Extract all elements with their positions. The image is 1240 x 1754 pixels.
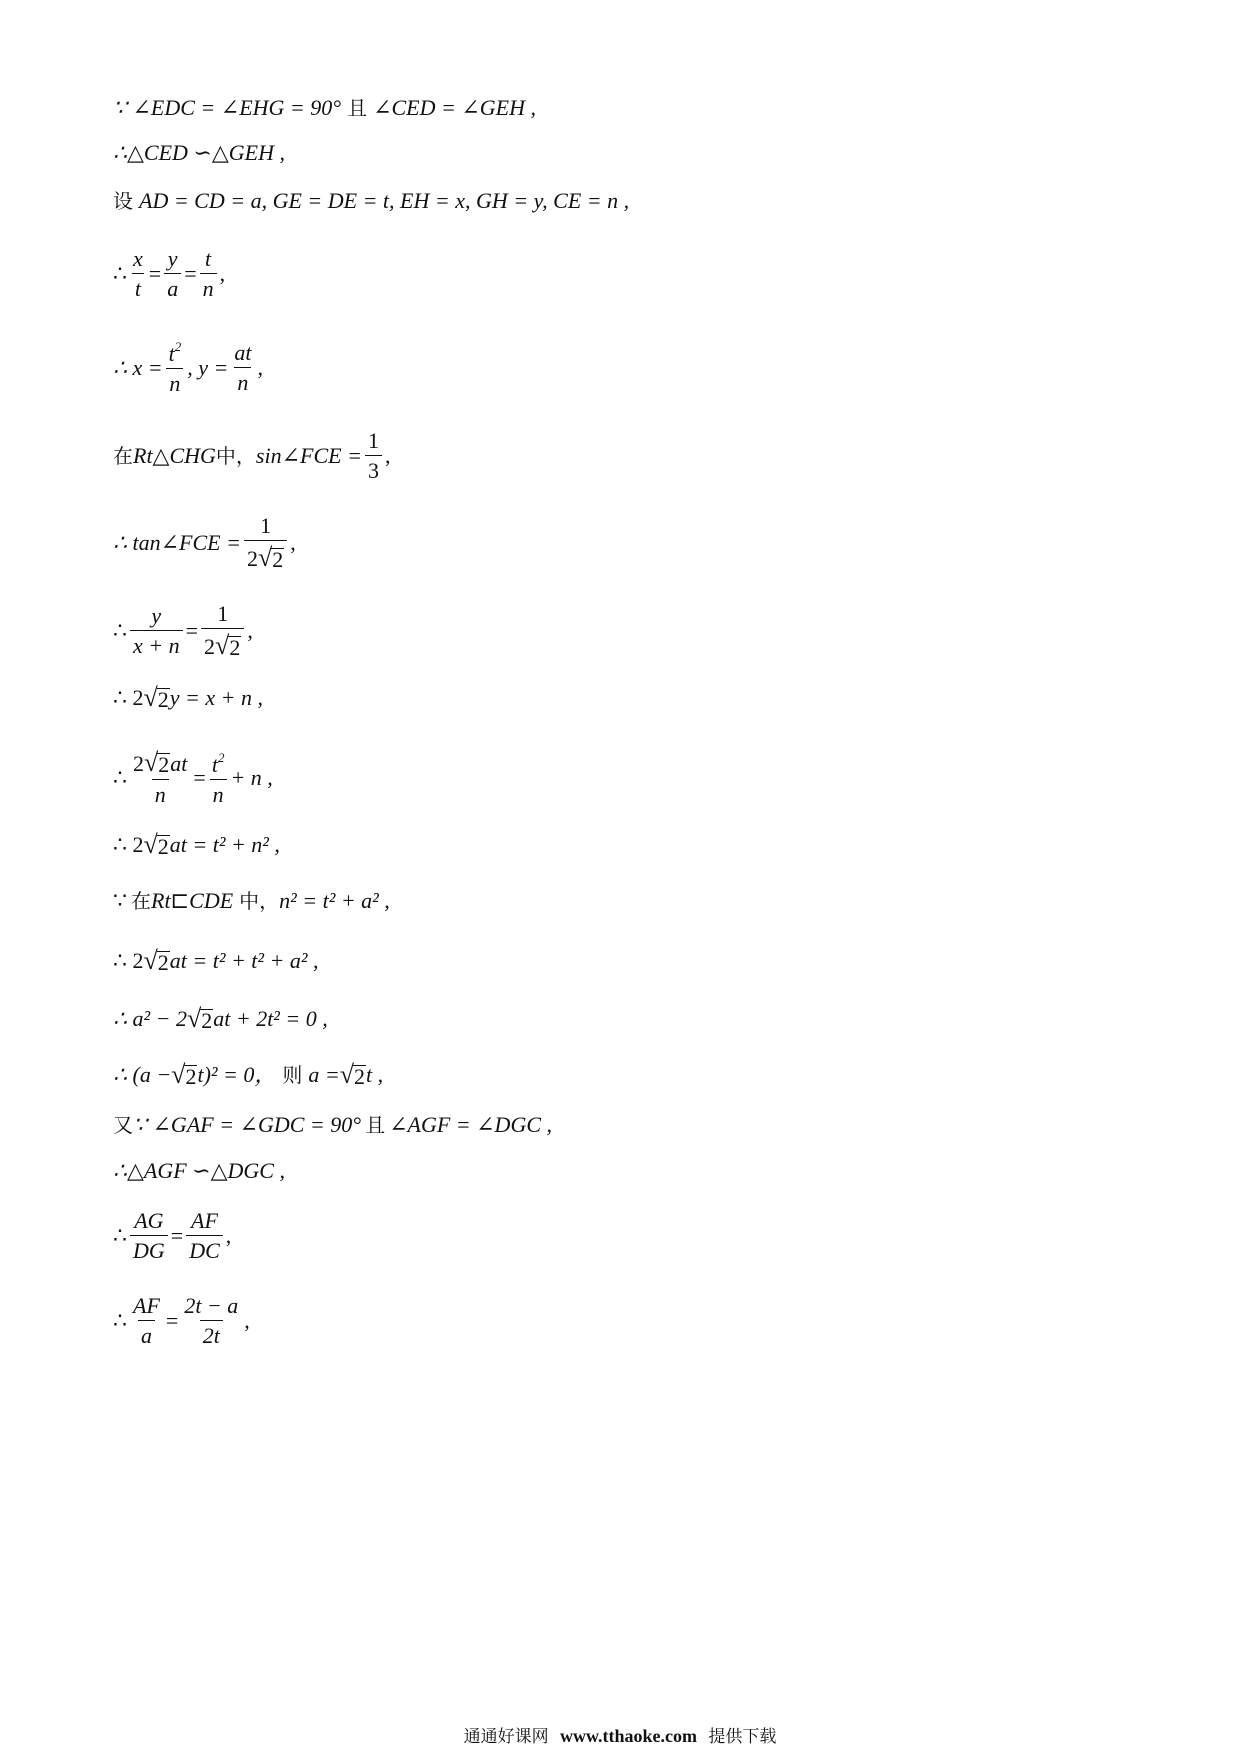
fraction <box>365 430 382 482</box>
math-line-5 <box>113 340 263 395</box>
because: ∵ <box>113 888 127 913</box>
sqrt-sign: √ <box>215 631 230 660</box>
coef: 2 <box>133 751 144 776</box>
num: x <box>133 246 143 271</box>
sqrt-sign: √ <box>339 1060 354 1089</box>
cjk-text: 在 <box>131 889 151 913</box>
cjk-text: 设 <box>113 189 133 213</box>
expr: ∴ 2 <box>113 685 144 710</box>
punct: , <box>244 1308 250 1333</box>
cjk-text: 中， <box>215 444 256 468</box>
num: 1 <box>367 428 379 453</box>
radicand: 2 <box>353 1064 365 1089</box>
math-line-15 <box>113 1062 383 1088</box>
eq: = <box>184 261 197 286</box>
fraction <box>186 1210 223 1262</box>
math-line-4 <box>113 248 225 300</box>
expr: ∴ (a − <box>113 1062 172 1087</box>
radicand: 2 <box>157 687 169 712</box>
eq: = <box>170 1223 184 1248</box>
sqrt <box>144 948 170 974</box>
sqrt-sign: √ <box>143 946 158 975</box>
eq: = <box>185 618 199 643</box>
fraction <box>200 248 217 300</box>
num: y <box>167 246 178 271</box>
math-line-19 <box>113 1295 250 1347</box>
expr: ∴ 2 <box>113 832 144 857</box>
den <box>201 628 244 659</box>
punct: , <box>225 1223 232 1248</box>
therefore: ∴ <box>113 618 127 643</box>
radicand: 2 <box>158 752 170 777</box>
sqrt <box>215 633 241 659</box>
fraction <box>130 1210 168 1262</box>
cjk-text: 在 <box>113 444 133 468</box>
expr: Rt⊏CDE <box>151 888 234 913</box>
var: t <box>168 341 175 366</box>
coef: 2 <box>246 546 258 571</box>
expr: ∵ ∠EDC = ∠EHG = 90° <box>113 95 342 120</box>
math-line-17 <box>113 1160 285 1182</box>
math-line-13 <box>113 948 318 974</box>
sqrt-sign: √ <box>143 830 158 859</box>
num <box>130 750 190 779</box>
radicand: 2 <box>157 950 169 975</box>
math-line-12 <box>113 890 390 912</box>
den: DG <box>130 1235 168 1262</box>
cjk-text: 且 <box>347 96 368 120</box>
expr: ∴ x = <box>113 354 163 380</box>
sqrt <box>144 832 170 858</box>
cjk-text: 又 <box>113 1113 133 1137</box>
expr: Rt△CHG <box>133 443 216 468</box>
cjk-text: 中， <box>239 889 280 913</box>
den: 3 <box>365 455 382 482</box>
math-line-18 <box>113 1210 231 1262</box>
exp: 2 <box>174 339 182 354</box>
sqrt-sign: √ <box>186 1004 202 1033</box>
math-line-1 <box>113 97 536 119</box>
expr: AD = CD = a, GE = DE = t, EH = x, GH = y, CE = n , <box>139 188 630 213</box>
expr: a = <box>308 1062 340 1087</box>
cjk-text: 则 <box>282 1063 303 1087</box>
den: n <box>234 367 251 394</box>
fraction <box>181 1295 241 1347</box>
expr: at = t² + n² , <box>169 832 280 857</box>
math-line-6 <box>113 430 390 482</box>
fraction <box>164 248 181 300</box>
num: y <box>151 603 162 628</box>
expr: at + 2t² = 0 , <box>213 1006 328 1031</box>
fraction <box>130 1295 163 1347</box>
math-line-3 <box>113 190 629 212</box>
fraction <box>244 515 287 571</box>
expr: ∵ ∠GAF = ∠GDC = 90° <box>133 1112 362 1137</box>
num <box>209 751 228 779</box>
cjk-text: 且 <box>365 1113 386 1137</box>
radicand: 2 <box>201 1008 213 1033</box>
den <box>244 540 287 571</box>
num: AG <box>134 1208 164 1233</box>
expr: ∠CED = ∠GEH , <box>373 95 537 120</box>
fraction <box>130 605 183 657</box>
page-footer <box>0 1722 1240 1747</box>
den: n <box>210 779 227 806</box>
expr: ∴ 2 <box>113 948 144 973</box>
num: AF <box>133 1293 160 1318</box>
num: t <box>205 246 212 271</box>
expr: sin∠FCE = <box>255 443 362 468</box>
footer-url[interactable]: www.tthaoke.com <box>560 1726 697 1746</box>
punct: , <box>247 618 253 643</box>
math-line-11 <box>113 832 280 858</box>
radicand: 2 <box>157 834 169 859</box>
eq: = <box>165 1308 179 1333</box>
fraction <box>231 339 254 395</box>
therefore: ∴ <box>113 1308 127 1333</box>
eq: = <box>193 765 206 790</box>
expr: , y = <box>187 354 229 380</box>
therefore: ∴ <box>113 1223 127 1248</box>
footer-tail: 提供下载 <box>708 1727 777 1747</box>
den: t <box>132 273 144 300</box>
fraction <box>209 751 228 806</box>
math-line-2 <box>113 142 285 164</box>
expr: ∴△CED ∽△GEH , <box>113 140 285 165</box>
fraction <box>166 340 185 395</box>
fraction <box>130 750 190 806</box>
coef: 2 <box>204 634 216 659</box>
math-line-16 <box>113 1114 552 1136</box>
num: at <box>234 339 252 365</box>
sqrt-sign: √ <box>143 683 158 712</box>
punct: , <box>290 530 296 555</box>
den: DC <box>186 1235 223 1262</box>
expr: t)² = 0， <box>197 1062 277 1087</box>
math-line-8 <box>113 603 253 659</box>
punct: , <box>384 443 391 468</box>
den: n <box>200 273 217 300</box>
expr: ∠AGF = ∠DGC , <box>389 1112 553 1137</box>
math-line-10 <box>113 750 273 806</box>
den: 2t <box>200 1320 223 1347</box>
sqrt-sign: √ <box>257 543 273 572</box>
expr: ∴△AGF ∽△DGC , <box>113 1158 285 1183</box>
sqrt <box>258 545 284 571</box>
den: a <box>164 273 181 300</box>
var: t <box>211 751 218 777</box>
num: 2t − a <box>184 1293 239 1318</box>
punct: , <box>219 261 226 286</box>
num: 1 <box>217 601 229 626</box>
radicand: 2 <box>229 635 241 660</box>
expr: t , <box>365 1062 384 1087</box>
num: 1 <box>260 513 272 538</box>
sqrt <box>187 1006 213 1032</box>
num: AF <box>191 1208 218 1233</box>
den: x + n <box>130 630 183 657</box>
sqrt <box>171 1062 197 1088</box>
expr: + n , <box>230 765 273 790</box>
sqrt-sign: √ <box>144 748 159 777</box>
math-line-7 <box>113 515 296 571</box>
expr: ∴ tan∠FCE = <box>113 530 241 555</box>
exp: 2 <box>217 749 225 765</box>
therefore: ∴ <box>113 261 127 286</box>
den: n <box>152 779 169 806</box>
radicand: 2 <box>185 1064 197 1089</box>
fraction <box>201 603 244 659</box>
footer-site-name: 通通好课网 <box>463 1727 549 1747</box>
den: n <box>166 368 183 395</box>
den: a <box>138 1320 155 1347</box>
eq: = <box>148 261 162 286</box>
var: at <box>170 751 188 776</box>
expr: ∴ a² − 2 <box>113 1006 187 1031</box>
math-line-9 <box>113 685 263 711</box>
therefore: ∴ <box>113 765 127 790</box>
sqrt-sign: √ <box>171 1060 186 1089</box>
sqrt <box>144 685 170 711</box>
num <box>166 340 185 368</box>
radicand: 2 <box>272 547 284 572</box>
sqrt <box>144 750 170 776</box>
expr: at = t² + t² + a² , <box>169 948 319 973</box>
fraction <box>130 248 146 300</box>
expr: y = x + n , <box>169 685 264 710</box>
math-line-14 <box>113 1006 328 1032</box>
punct: , <box>257 354 263 380</box>
expr: n² = t² + a² , <box>279 888 390 913</box>
sqrt <box>340 1062 366 1088</box>
